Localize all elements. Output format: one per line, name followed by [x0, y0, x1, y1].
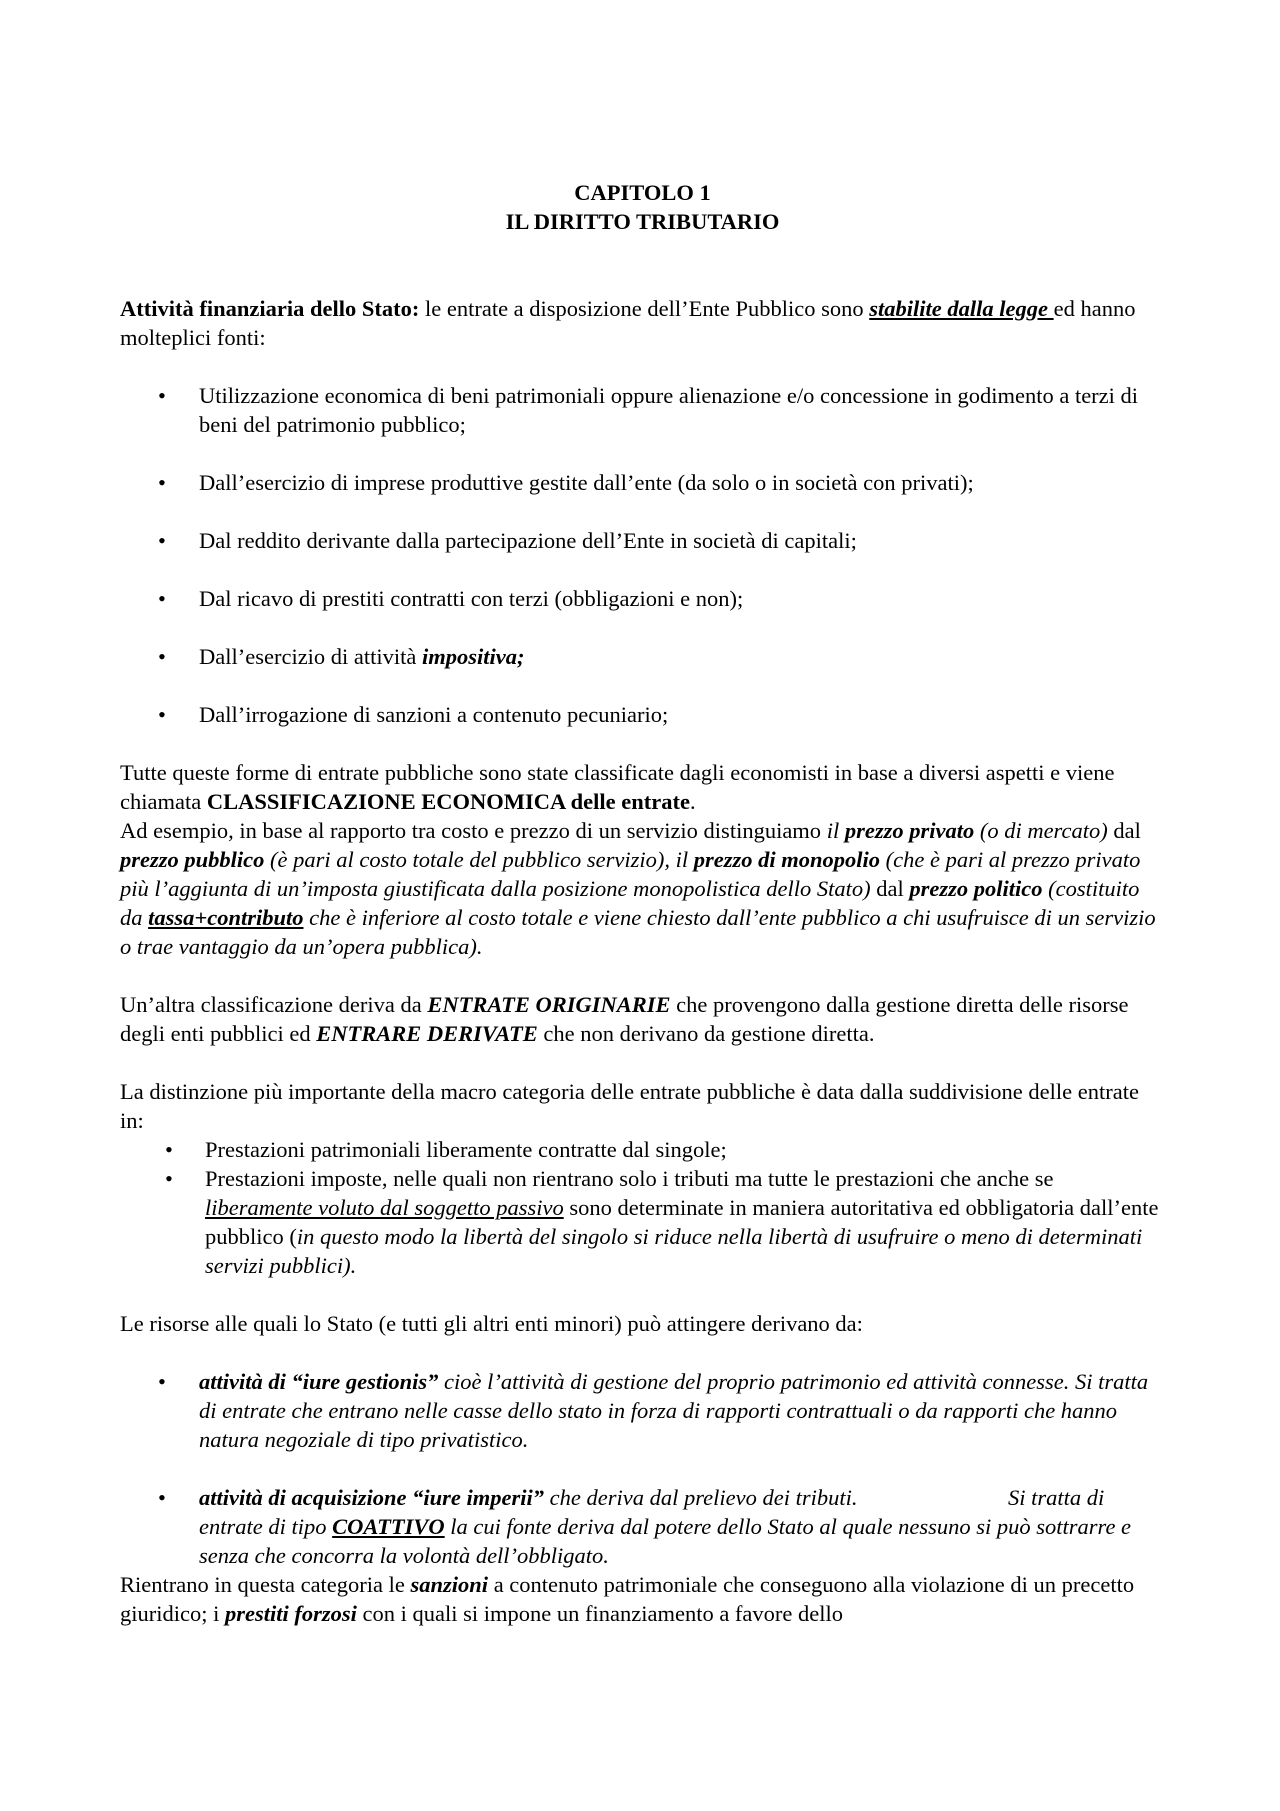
- list-item: • Dal reddito derivante dalla partecipazione dell’Ente in società di capitali;: [120, 526, 1165, 555]
- economic-classification: CLASSIFICAZIONE ECONOMICA delle entrate: [206, 789, 690, 814]
- list-item: • Prestazioni imposte, nelle quali non rientrano solo i tributi ma tutte le prestazioni che anche se liberamente voluto dal soggetto passivo sono determinate in maniera autoritativa ed obbligatoria dall’ente pubblico (in questo modo la libertà del singolo si riduce nella libertà di usufruire o meno di determinati servizi pubblici).: [120, 1164, 1165, 1280]
- list-item: • Utilizzazione economica di beni patrimoniali oppure alienazione e/o concessione in godimento a terzi di beni del patrimonio pubblico;: [120, 381, 1165, 439]
- intro-lead: Attività finanziaria dello Stato:: [120, 296, 420, 321]
- chapter-title: IL DIRITTO TRIBUTARIO: [505, 209, 780, 234]
- resources-intro: Le risorse alle quali lo Stato (e tutti gli altri enti minori) può attingere derivano da:: [120, 1311, 863, 1336]
- distinction-list: [120, 1135, 1165, 1280]
- list-item: • Dall’irrogazione di sanzioni a contenuto pecuniario;: [120, 700, 1165, 729]
- list-item: • Dall’esercizio di attività impositiva;: [120, 642, 1165, 671]
- sources-list: [120, 381, 1165, 729]
- price-paragraph: Ad esempio, in base al rapporto tra costo e prezzo di un servizio distinguiamo il prezzo privato (o di mercato) dal prezzo pubblico (è pari al costo totale del pubblico servizio), il prezzo di monopolio (che è pari al prezzo privato più l’aggiunta di un’imposta giustificata dalla posizione monopolistica dello Stato) dal prezzo politico (costituito da tassa+contributo che è inferiore al costo totale e viene chiesto dall’ente pubblico a chi usufruisce di un servizio o trae vantaggio da un’opera pubblica).: [120, 818, 1156, 959]
- list-item: • attività di acquisizione “iure imperii” che deriva dal prelievo dei tributi. Si tratta di entrate di tipo COATTIVO la cui fonte deriva dal potere dello Stato al quale nessuno si può sottrarre e senza che concorra la volontà dell’obbligato.: [120, 1483, 1165, 1570]
- list-item: • Prestazioni patrimoniali liberamente contratte dal singole;: [120, 1135, 1165, 1164]
- origin-paragraph: Un’altra classificazione deriva da ENTRATE ORIGINARIE che provengono dalla gestione diretta delle risorse degli enti pubblici ed ENTRARE DERIVATE che non derivano da gestione diretta.: [120, 992, 1129, 1046]
- resources-list: [120, 1367, 1165, 1570]
- chapter-number: CAPITOLO 1: [574, 180, 711, 205]
- intro-text-1: le entrate a disposizione dell’Ente Pubblico sono: [419, 296, 870, 321]
- list-item: • attività di “iure gestionis” cioè l’attività di gestione del proprio patrimonio ed attività connesse. Si tratta di entrate che entrano nelle casse dello stato in forza di rapporti contrattuali o da rapporti che hanno natura negoziale di tipo privatistico.: [120, 1367, 1165, 1454]
- intro-text-2: ed hanno molteplici fonti:: [120, 296, 1136, 350]
- document-body: [120, 178, 1165, 1628]
- closing-paragraph: Rientrano in questa categoria le sanzioni a contenuto patrimoniale che conseguono alla violazione di un precetto giuridico; i prestiti forzosi con i quali si impone un finanziamento a favore dello: [120, 1572, 1135, 1626]
- classification-paragraph: Tutte queste forme di entrate pubbliche sono state classificate dagli economisti in base a diversi aspetti e viene chiamata CLASSIFICAZIONE ECONOMICA delle entrate.: [120, 760, 1115, 814]
- intro-paragraph: [120, 294, 1165, 352]
- list-item: • Dal ricavo di prestiti contratti con terzi (obbligazioni e non);: [120, 584, 1165, 613]
- distinction-paragraph: La distinzione più importante della macro categoria delle entrate pubbliche è data dalla suddivisione delle entrate in:: [120, 1079, 1139, 1133]
- list-item: • Dall’esercizio di imprese produttive gestite dall’ente (da solo o in società con privati);: [120, 468, 1165, 497]
- intro-emphasis: stabilite dalla legge: [869, 296, 1054, 321]
